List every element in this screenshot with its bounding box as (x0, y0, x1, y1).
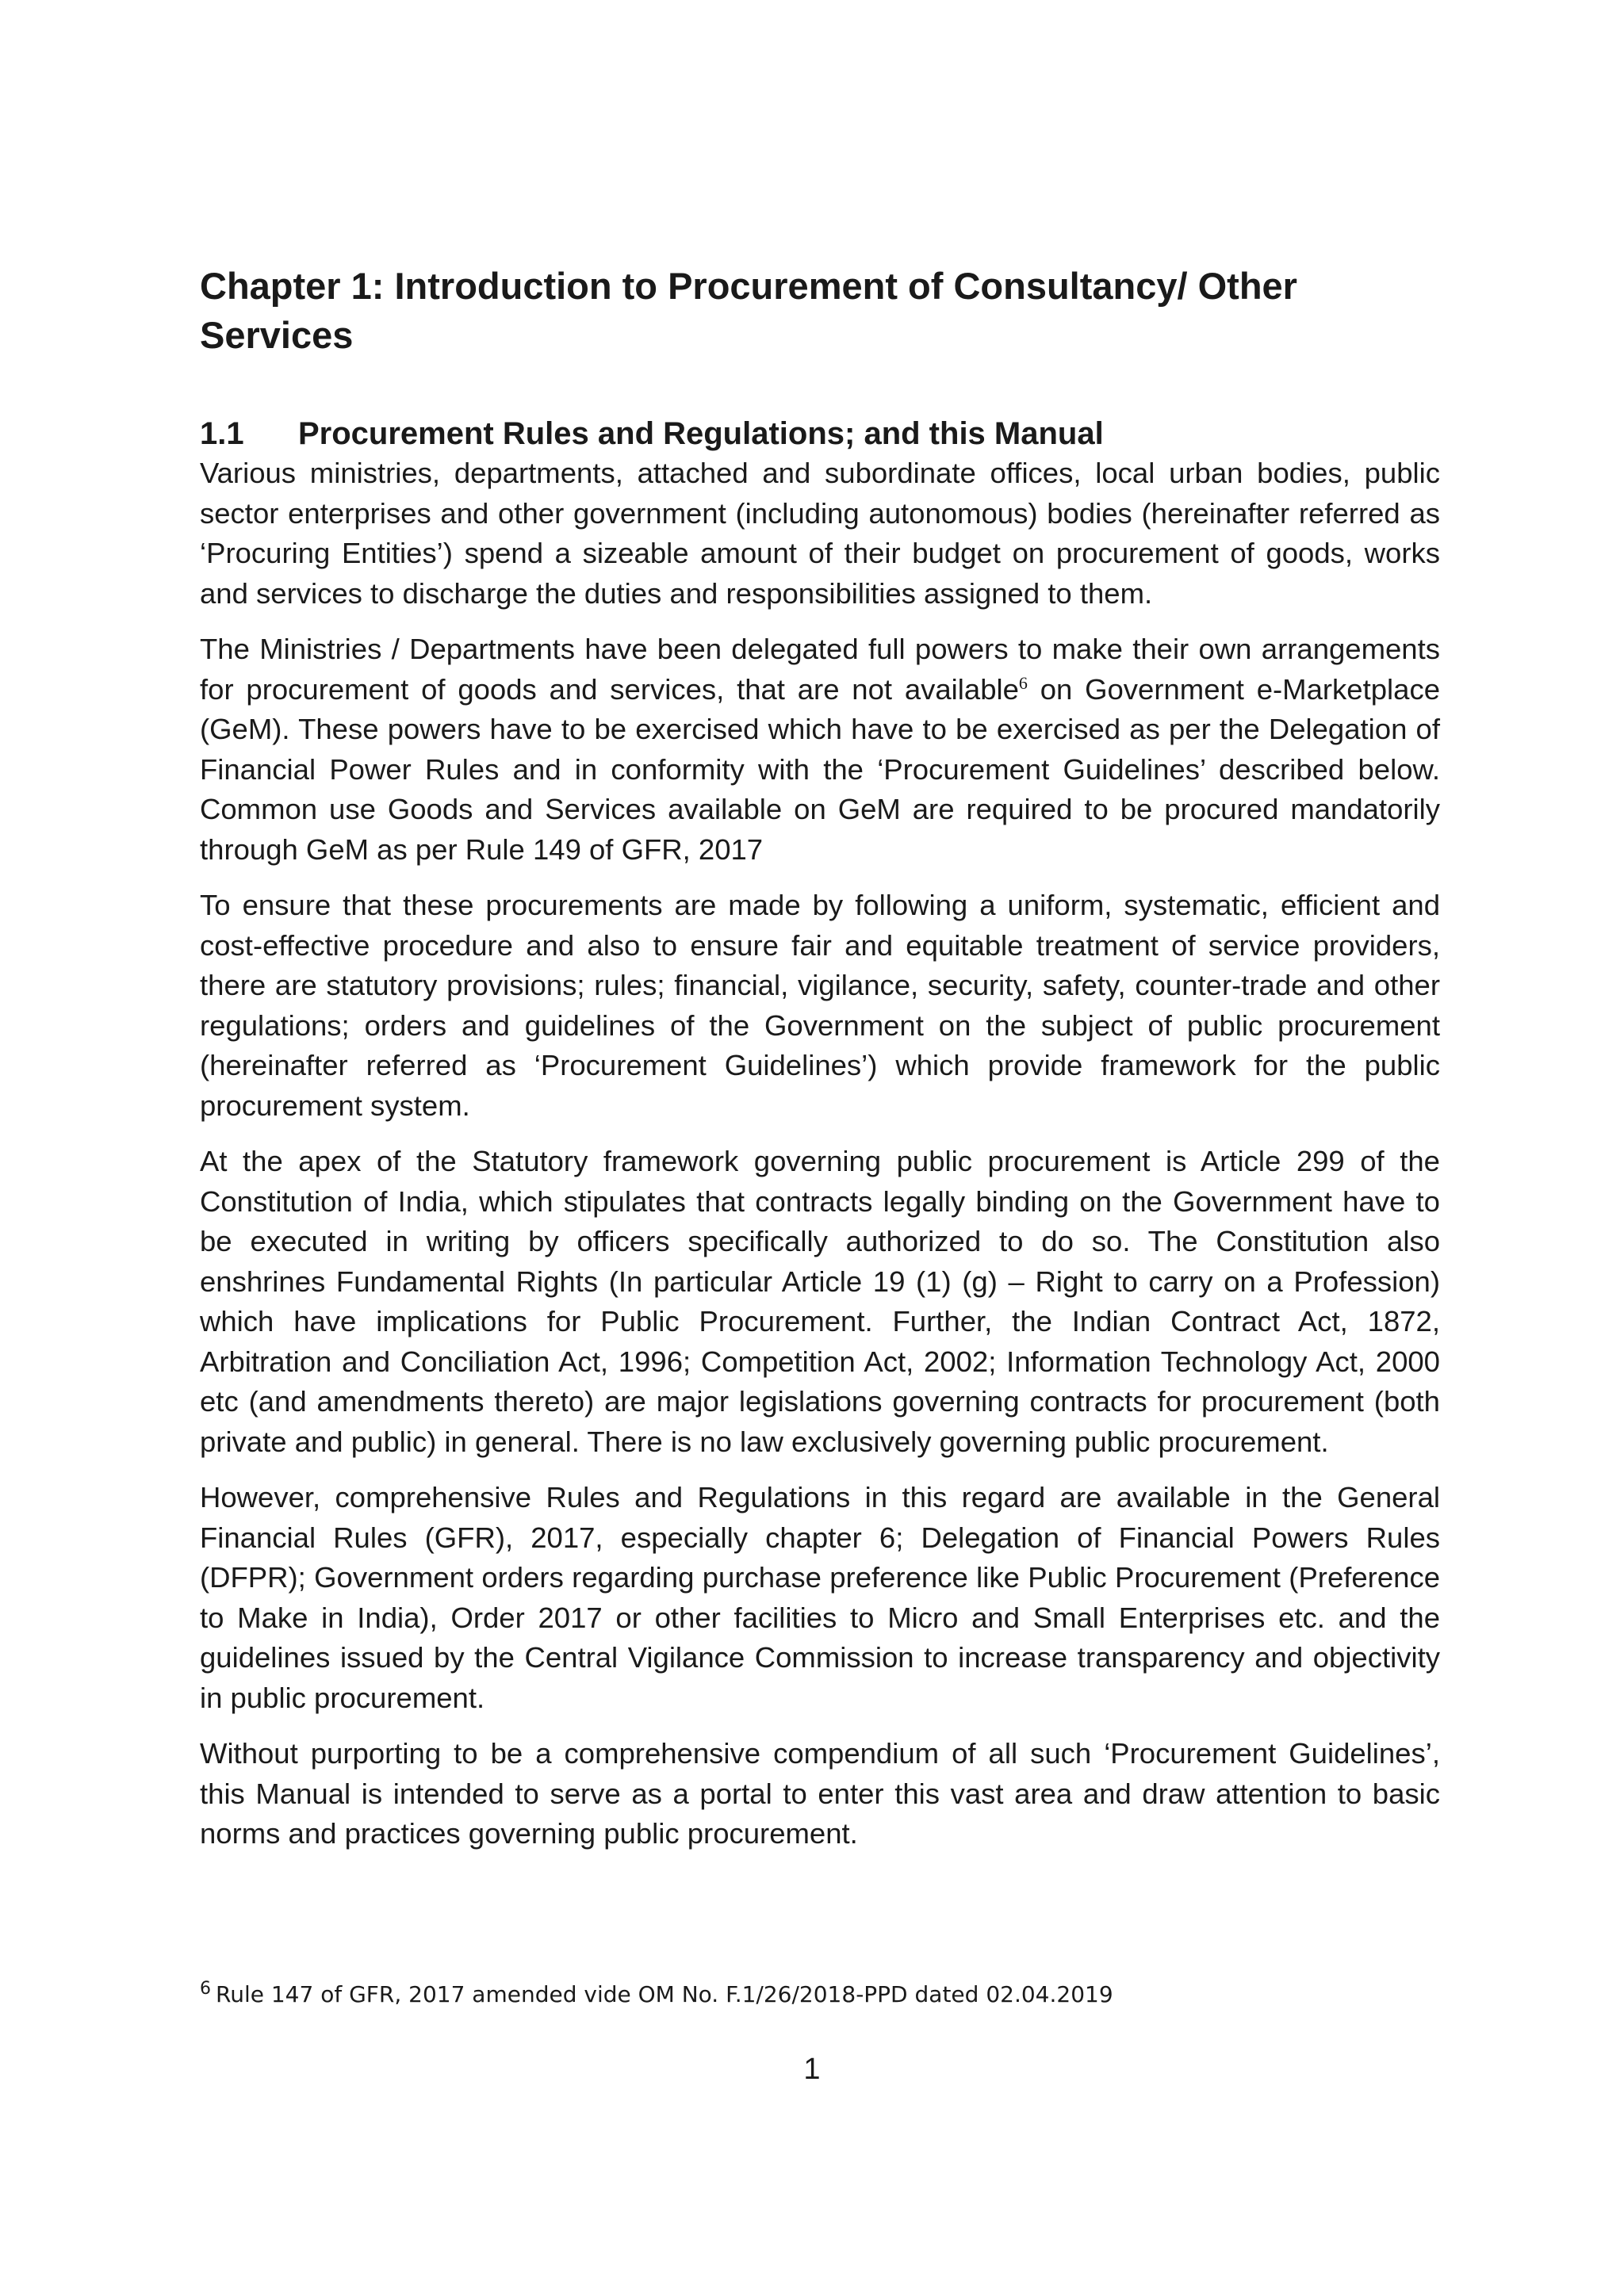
paragraph-4: At the apex of the Statutory framework governing public procurement is Article 299 of the Constitution of India, which stipulates that contracts legally binding on the Government have to be executed in writing by officers specifically authorized to do so. The Constitution also enshrines Fundamental Rights (In particular Article 19 (1) (g) – Right to carry on a Profession) which have implications for Public Procurement. Further, the Indian Contract Act, 1872, Arbitration and Conciliation Act, 1996; Competition Act, 2002; Information Technology Act, 2000 etc (and amendments thereto) are major legislations governing contracts for procurement (both private and public) in general. There is no law exclusively governing public procurement. (200, 1145, 1440, 1458)
document-body (200, 262, 1440, 1870)
paragraph-5: However, comprehensive Rules and Regulations in this regard are available in the General Financial Rules (GFR), 2017, especially chapter 6; Delegation of Financial Powers Rules (DFPR); Government orders regarding purchase preference like Public Procurement (Preference to Make in India), Order 2017 or other facilities to Micro and Small Enterprises etc. and the guidelines issued by the Central Vigilance Commission to increase transparency and objectivity in public procurement. (200, 1481, 1440, 1714)
paragraph-2-text-b: on Government e-Marketplace (GeM). These powers have to be exercised which have to be exercised as per the Delegation of Financial Power Rules and in conformity with the ‘Procurement Guidelines’ described below. Common use Goods and Services available on GeM are required to be procured mandatorily through GeM as per Rule 149 of GFR, 2017 (200, 672, 1440, 866)
paragraph-2-text-a: The Ministries / Departments have been delegated full powers to make their own arrangements for procurement of goods and services, that are not available (200, 633, 1440, 706)
paragraph-3: To ensure that these procurements are made by following a uniform, systematic, efficient and cost-effective procedure and also to ensure fair and equitable treatment of service providers, there are statutory provisions; rules; financial, vigilance, security, safety, counter-trade and other regulations; orders and guidelines of the Government on the subject of public procurement (hereinafter referred as ‘Procurement Guidelines’) which provide framework for the public procurement system. (200, 889, 1440, 1122)
section-number: 1.1 (200, 416, 244, 451)
paragraph-6: Without purporting to be a comprehensive compendium of all such ‘Procurement Guidelines’, this Manual is intended to serve as a portal to enter this vast area and draw attention to basic norms and practices governing public procurement. (200, 1737, 1440, 1850)
footnote (200, 1979, 1113, 2011)
footnote-text: Rule 147 of GFR, 2017 amended vide OM No. F.1/26/2018-PPD dated 02.04.2019 (216, 1981, 1113, 2007)
chapter-title: Chapter 1: Introduction to Procurement of Consultancy/ Other Services (200, 265, 1297, 356)
section-title: Procurement Rules and Regulations; and this Manual (298, 416, 1104, 451)
page-number: 1 (803, 2053, 821, 2086)
footnote-reference: 6 (1018, 672, 1028, 693)
section-heading (200, 414, 1440, 453)
paragraph-2 (200, 629, 1440, 870)
paragraph-1: Various ministries, departments, attached and subordinate offices, local urban bodies, public sector enterprises and other government (including autonomous) bodies (hereinafter referred as ‘Procuring Entities’) spend a sizeable amount of their budget on procurement of goods, works and services to discharge the duties and responsibilities assigned to them. (200, 457, 1440, 610)
footnote-mark: 6 (200, 1978, 211, 1999)
